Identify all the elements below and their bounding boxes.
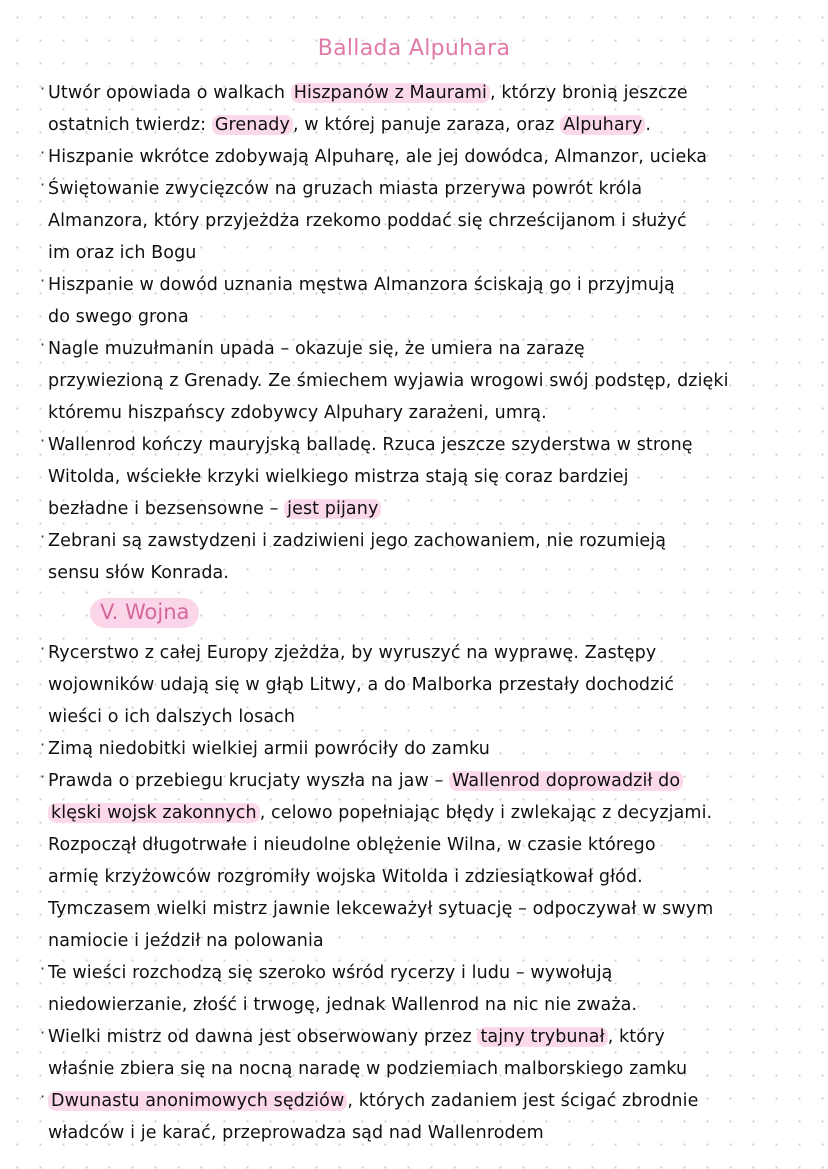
bullet-dot-icon: · bbox=[40, 767, 46, 786]
text-span: przywiezioną z Grenady. Ze śmiechem wyjawia wrogowi swój podstęp, dzięki bbox=[48, 371, 729, 391]
bullet-dot-icon: · bbox=[40, 1087, 46, 1106]
text-span: któremu hiszpańscy zdobywcy Alpuhary zarażeni, umrą. bbox=[48, 403, 547, 423]
text-span: Nagle muzułmanin upada – okazuje się, że umiera na zarazę bbox=[48, 339, 585, 359]
text-line bbox=[48, 926, 324, 956]
text-span: do swego grona bbox=[48, 307, 189, 327]
section-heading-wojna: V. Wojna bbox=[90, 598, 199, 628]
text-line bbox=[48, 830, 656, 860]
text-line bbox=[48, 862, 643, 892]
text-line bbox=[48, 558, 229, 588]
text-span: , którzy bronią jeszcze bbox=[490, 83, 688, 103]
bullet-line bbox=[40, 78, 688, 108]
bullet-line bbox=[40, 734, 490, 764]
text-span: niedowierzanie, złość i trwogę, jednak Wallenrod na nic nie zważa. bbox=[48, 995, 638, 1015]
text-line bbox=[48, 206, 687, 236]
bullet-line bbox=[40, 1086, 699, 1116]
text-span: Wielki mistrz od dawna jest obserwowany przez bbox=[48, 1027, 478, 1047]
text-span: Almanzora, który przyjeżdża rzekomo poddać się chrześcijanom i służyć bbox=[48, 211, 687, 231]
text-span: ostatnich twierdz: bbox=[48, 115, 212, 135]
bullet-dot-icon: · bbox=[40, 175, 46, 194]
bullet-dot-icon: · bbox=[40, 639, 46, 658]
text-span: im oraz ich Bogu bbox=[48, 243, 197, 263]
bullet-dot-icon: · bbox=[40, 271, 46, 290]
text-span: , w której panuje zaraza, oraz bbox=[292, 115, 561, 135]
text-line bbox=[48, 462, 629, 492]
bullet-dot-icon: · bbox=[40, 335, 46, 354]
text-line bbox=[48, 990, 637, 1020]
bullet-dot-icon: · bbox=[40, 79, 46, 98]
text-line bbox=[48, 494, 381, 524]
text-span: Hiszpanie wkrótce zdobywają Alpuharę, ale jej dowódca, Almanzor, ucieka bbox=[48, 147, 708, 167]
text-span: władców i je karać, przeprowadza sąd nad Wallenrodem bbox=[48, 1123, 544, 1143]
text-span: Zimą niedobitki wielkiej armii powróciły do zamku bbox=[48, 739, 490, 759]
text-span: Prawda o przebiegu krucjaty wyszła na jaw – bbox=[48, 771, 450, 791]
highlighted-text: jest pijany bbox=[284, 499, 381, 519]
text-span: , celowo popełniając błędy i zwlekając z decyzjami. bbox=[259, 803, 713, 823]
bullet-line bbox=[40, 334, 585, 364]
text-span: Rycerstwo z całej Europy zjeżdża, by wyruszyć na wyprawę. Zastępy bbox=[48, 643, 657, 663]
text-span: sensu słów Konrada. bbox=[48, 563, 230, 583]
bullet-line bbox=[40, 270, 675, 300]
text-span: właśnie zbiera się na nocną naradę w podziemiach malborskiego zamku bbox=[48, 1059, 688, 1079]
text-span: Te wieści rozchodzą się szeroko wśród rycerzy i ludu – wywołują bbox=[48, 963, 613, 983]
text-span: , który bbox=[607, 1027, 665, 1047]
bullet-dot-icon: · bbox=[40, 527, 46, 546]
text-span: Zebrani są zawstydzeni i zadziwieni jego zachowaniem, nie rozumieją bbox=[48, 531, 667, 551]
text-span: namiocie i jeździł na polowania bbox=[48, 931, 324, 951]
bullet-dot-icon: · bbox=[40, 959, 46, 978]
text-span: Świętowanie zwycięzców na gruzach miasta przerywa powrót króla bbox=[48, 179, 643, 199]
text-line bbox=[48, 398, 547, 428]
text-span: Tymczasem wielki mistrz jawnie lekceważył sytuację – odpoczywał w swym bbox=[48, 899, 714, 919]
text-span: , których zadaniem jest ścigać zbrodnie bbox=[347, 1091, 699, 1111]
text-span: . bbox=[645, 115, 652, 135]
bullet-line bbox=[40, 430, 693, 460]
text-span: Witolda, wściekłe krzyki wielkiego mistrza stają się coraz bardziej bbox=[48, 467, 629, 487]
bullet-line bbox=[40, 638, 657, 668]
bullet-dot-icon: · bbox=[40, 143, 46, 162]
text-line bbox=[48, 1054, 687, 1084]
text-span: Rozpoczął długotrwałe i nieudolne oblężenie Wilna, w czasie którego bbox=[48, 835, 656, 855]
bullet-line bbox=[40, 1022, 665, 1052]
text-span: Hiszpanie w dowód uznania męstwa Almanzora ściskają go i przyjmują bbox=[48, 275, 675, 295]
highlighted-text: tajny trybunał bbox=[477, 1027, 607, 1047]
text-span: Utwór opowiada o walkach bbox=[48, 83, 291, 103]
bullet-line bbox=[40, 958, 613, 988]
bullet-dot-icon: · bbox=[40, 735, 46, 754]
text-line bbox=[48, 1118, 544, 1148]
text-line bbox=[48, 302, 189, 332]
bullet-line bbox=[40, 766, 683, 796]
bullet-dot-icon: · bbox=[40, 431, 46, 450]
text-line bbox=[48, 894, 713, 924]
text-line bbox=[48, 670, 674, 700]
text-line bbox=[48, 366, 729, 396]
text-line bbox=[48, 110, 651, 140]
highlighted-text: Hiszpanów z Maurami bbox=[291, 83, 490, 103]
text-span: bezładne i bezsensowne – bbox=[48, 499, 285, 519]
page-title: Ballada Alpuhara bbox=[317, 36, 511, 61]
text-line bbox=[48, 702, 295, 732]
text-line bbox=[48, 238, 197, 268]
highlighted-text: Wallenrod doprowadził do bbox=[449, 771, 683, 791]
highlighted-text: Dwunastu anonimowych sędziów bbox=[48, 1091, 347, 1111]
text-span: Wallenrod kończy mauryjską balladę. Rzuca jeszcze szyderstwa w stronę bbox=[48, 435, 693, 455]
bullet-line bbox=[40, 174, 643, 204]
text-span: wieści o ich dalszych losach bbox=[48, 707, 296, 727]
highlighted-text: Grenady bbox=[212, 115, 293, 135]
text-line bbox=[48, 798, 712, 828]
text-span: wojowników udają się w głąb Litwy, a do Malborka przestały dochodzić bbox=[48, 675, 675, 695]
bullet-line bbox=[40, 142, 708, 172]
bullet-line bbox=[40, 526, 667, 556]
text-span: armię krzyżowców rozgromiły wojska Witolda i zdziesiątkował głód. bbox=[48, 867, 643, 887]
bullet-dot-icon: · bbox=[40, 1023, 46, 1042]
highlighted-text: klęski wojsk zakonnych bbox=[48, 803, 260, 823]
highlighted-text: Alpuhary bbox=[560, 115, 645, 135]
